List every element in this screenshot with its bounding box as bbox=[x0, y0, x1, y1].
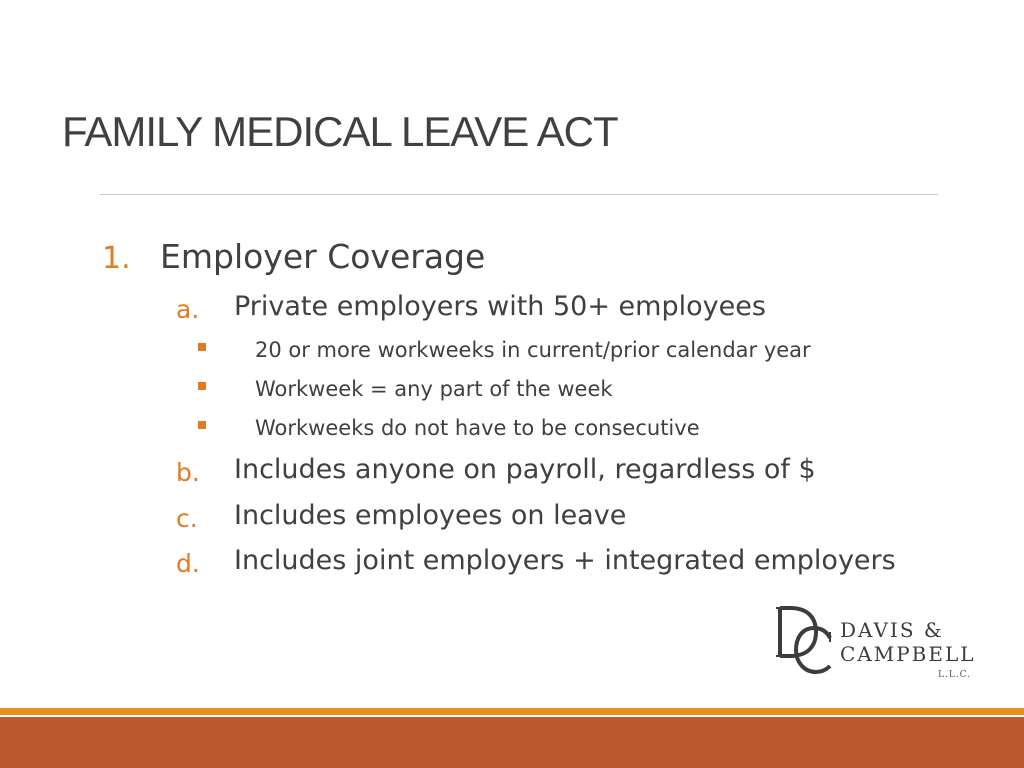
bullet-text: 20 or more workweeks in current/prior calendar year bbox=[255, 338, 811, 362]
sub-item-text: Private employers with 50+ employees bbox=[234, 291, 766, 322]
list-letter: c. bbox=[176, 504, 198, 533]
square-bullet-icon bbox=[198, 421, 206, 429]
list-letter: d. bbox=[176, 549, 200, 578]
logo-text-line1: DAVIS & bbox=[840, 618, 944, 642]
logo-text-line2: CAMPBELL bbox=[840, 642, 976, 666]
list-letter: b. bbox=[176, 458, 200, 487]
slide-title: FAMILY MEDICAL LEAVE ACT bbox=[62, 108, 618, 155]
footer-band bbox=[0, 717, 1024, 768]
list-letter: a. bbox=[176, 295, 200, 324]
square-bullet-icon bbox=[198, 343, 206, 351]
sub-item-text: Includes employees on leave bbox=[234, 500, 627, 531]
logo-suffix: L.L.C. bbox=[938, 670, 972, 680]
sub-item-text: Includes joint employers + integrated employers bbox=[234, 545, 896, 576]
square-bullet-icon bbox=[198, 382, 206, 390]
bullet-text: Workweeks do not have to be consecutive bbox=[255, 416, 700, 440]
footer-accent-line bbox=[0, 708, 1024, 715]
outline-heading: Employer Coverage bbox=[160, 237, 486, 276]
list-number: 1. bbox=[102, 241, 131, 276]
sub-item-text: Includes anyone on payroll, regardless of $ bbox=[234, 454, 816, 485]
company-logo bbox=[776, 604, 976, 680]
dc-monogram-icon bbox=[776, 604, 836, 676]
bullet-text: Workweek = any part of the week bbox=[255, 377, 613, 401]
